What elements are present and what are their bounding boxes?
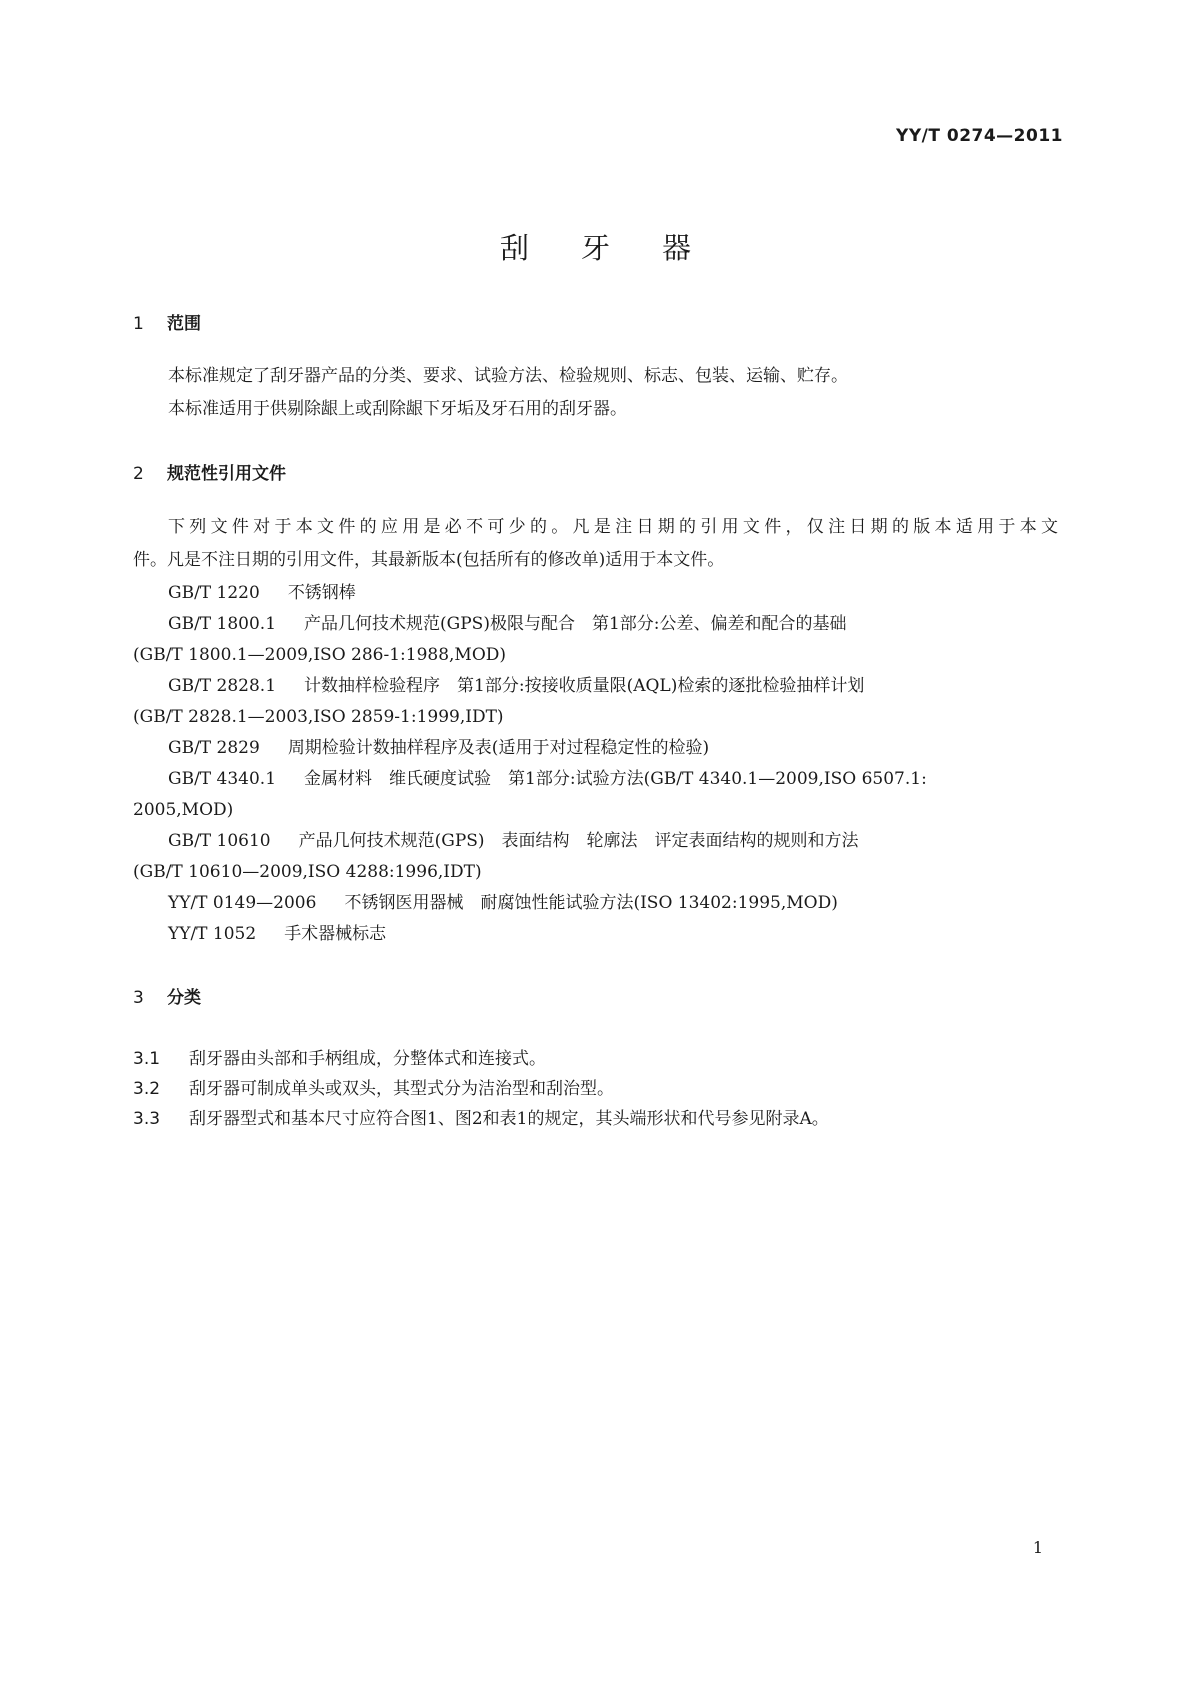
reference-code: GB/T 1800.1 [168, 614, 277, 634]
document-title: 刮牙器 [499, 231, 743, 265]
reference-code: GB/T 1220 [168, 583, 260, 603]
reference-code: YY/T 0149—2006 [168, 893, 317, 913]
clause-number: 3.2 [133, 1079, 161, 1099]
reference-item [133, 763, 1058, 796]
reference-code: GB/T 2829 [168, 738, 260, 758]
reference-title: 不锈钢棒 [287, 583, 356, 603]
reference-code: GB/T 2828.1 [168, 676, 277, 696]
reference-item [133, 670, 1058, 703]
clause-item [133, 1044, 546, 1069]
reference-code: YY/T 1052 [168, 924, 257, 944]
reference-code: GB/T 4340.1 [168, 769, 277, 789]
clause-text: 刮牙器可制成单头或双头，其型式分为洁治型和刮治型。 [189, 1079, 614, 1099]
reference-continuation: (GB/T 2828.1—2003,ISO 2859-1:1999,IDT) [133, 707, 504, 727]
clause-number: 3.3 [133, 1109, 161, 1129]
section-2-heading [133, 459, 286, 484]
section-number: 3 [133, 988, 144, 1008]
clause-text: 刮牙器由头部和手柄组成，分整体式和连接式。 [189, 1049, 546, 1069]
reference-item [133, 608, 1058, 641]
reference-item [133, 732, 1058, 765]
section-title: 范围 [167, 314, 201, 334]
reference-title: 计数抽样检验程序 第1部分:按接收质量限(AQL)检索的逐批检验抽样计划 [304, 676, 865, 696]
section-number: 1 [133, 314, 144, 334]
section-title: 规范性引用文件 [167, 464, 286, 484]
section-2-intro-line: 下列文件对于本文件的应用是必不可少的。凡是注日期的引用文件，仅注日期的版本适用于本文 [168, 517, 1058, 537]
clause-item [133, 1074, 614, 1099]
section-1-heading [133, 309, 201, 334]
reference-title: 产品几何技术规范(GPS) 表面结构 轮廓法 评定表面结构的规则和方法 [298, 831, 859, 851]
section-1-paragraph: 本标准规定了刮牙器产品的分类、要求、试验方法、检验规则、标志、包装、运输、贮存。 [168, 366, 848, 386]
section-1-paragraph: 本标准适用于供剔除龈上或刮除龈下牙垢及牙石用的刮牙器。 [168, 399, 627, 419]
reference-continuation: (GB/T 1800.1—2009,ISO 286-1:1988,MOD) [133, 645, 507, 665]
reference-title: 周期检验计数抽样程序及表(适用于对过程稳定性的检验) [287, 738, 710, 758]
reference-code: GB/T 10610 [168, 831, 271, 851]
reference-title: 金属材料 维氏硬度试验 第1部分:试验方法(GB/T 4340.1—2009,ISO 6507.1: [304, 769, 927, 789]
section-number: 2 [133, 464, 144, 484]
reference-item [133, 577, 1058, 610]
reference-continuation: (GB/T 10610—2009,ISO 4288:1996,IDT) [133, 862, 482, 882]
reference-item [133, 825, 1058, 858]
section-3-heading [133, 983, 201, 1008]
reference-title: 不锈钢医用器械 耐腐蚀性能试验方法(ISO 13402:1995,MOD) [344, 893, 838, 913]
reference-item [133, 887, 1058, 920]
section-title: 分类 [167, 988, 201, 1008]
standard-code: YY/T 0274—2011 [896, 126, 1063, 146]
reference-continuation: 2005,MOD) [133, 800, 234, 820]
clause-item [133, 1104, 829, 1129]
reference-item [133, 918, 1058, 951]
reference-title: 产品几何技术规范(GPS)极限与配合 第1部分:公差、偏差和配合的基础 [304, 614, 847, 634]
clause-number: 3.1 [133, 1049, 161, 1069]
page-number: 1 [1032, 1538, 1043, 1557]
section-2-intro-line: 件。凡是不注日期的引用文件，其最新版本(包括所有的修改单)适用于本文件。 [133, 550, 725, 570]
reference-title: 手术器械标志 [284, 924, 387, 944]
clause-text: 刮牙器型式和基本尺寸应符合图1、图2和表1的规定，其头端形状和代号参见附录A。 [189, 1109, 829, 1129]
